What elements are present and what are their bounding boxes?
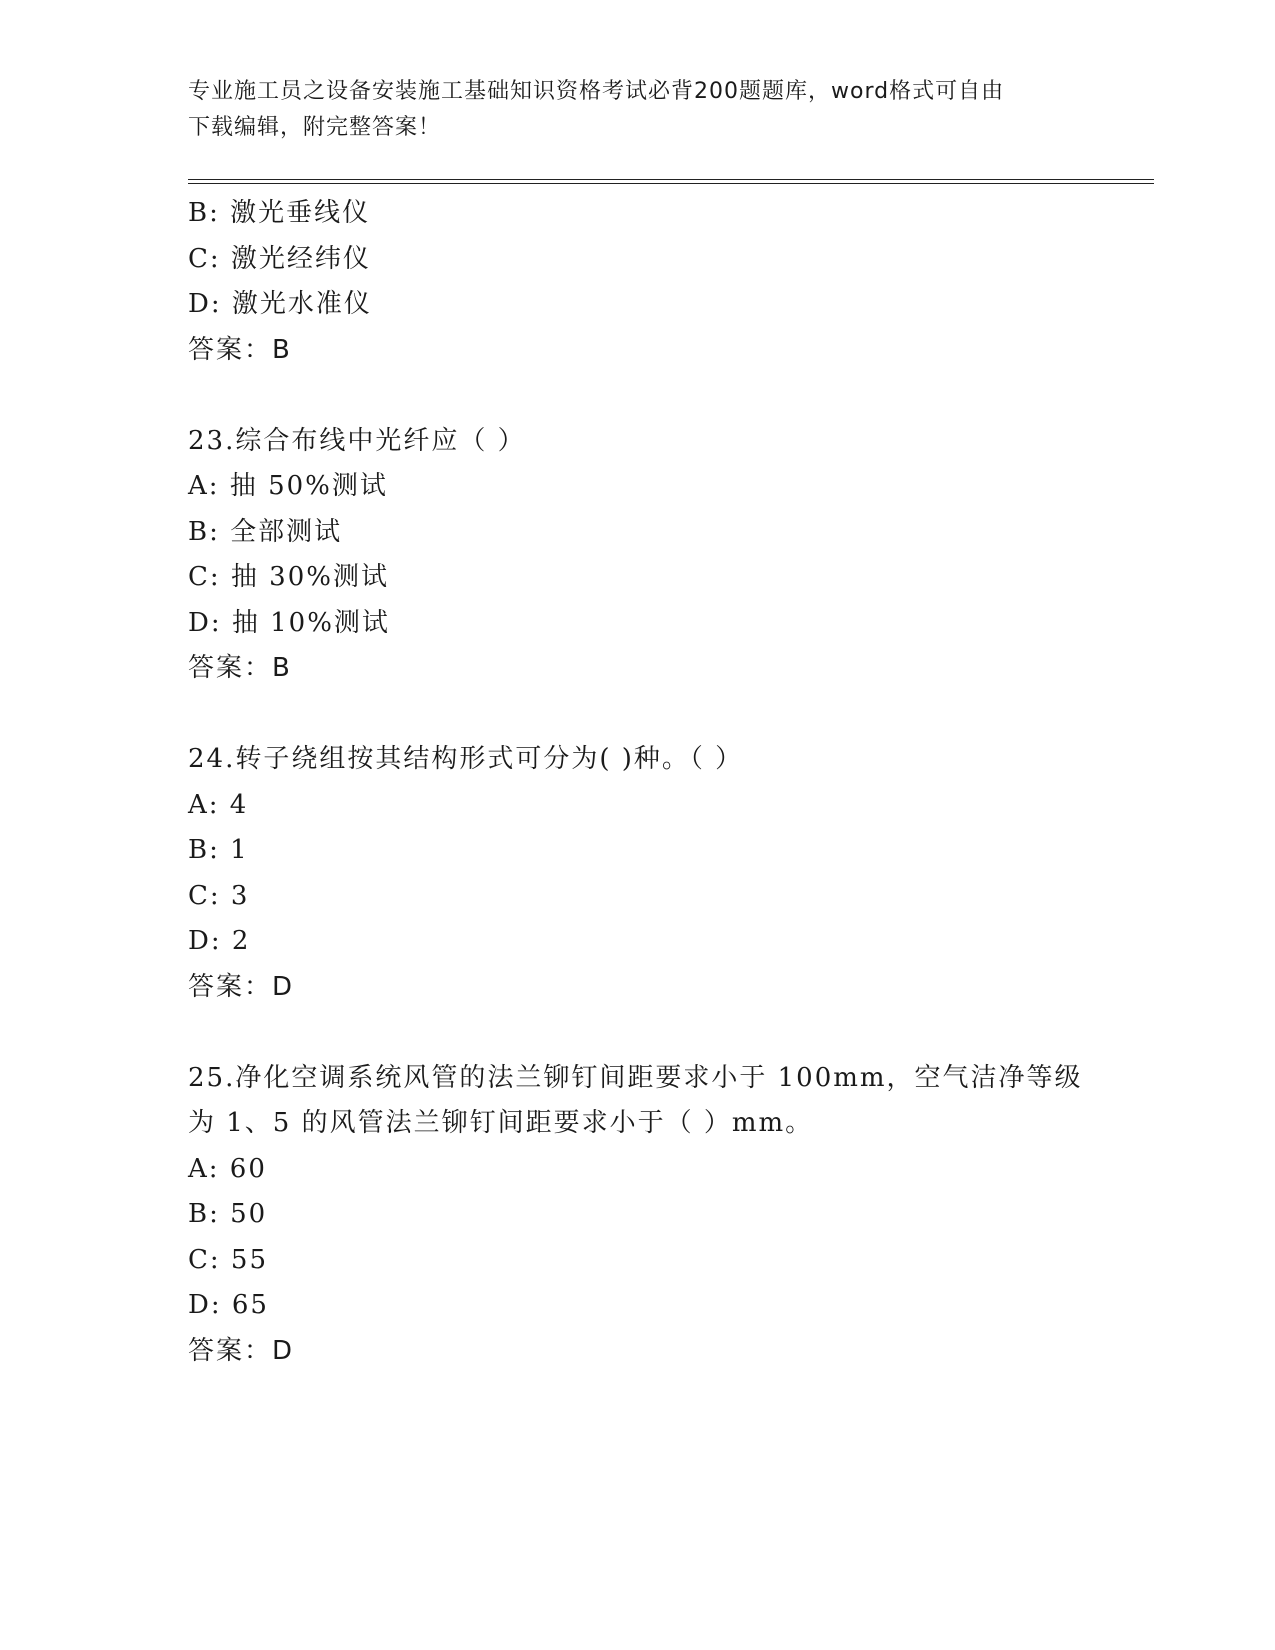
option-a: A: 60 xyxy=(188,1153,267,1184)
document-header xyxy=(188,74,1068,146)
header-divider-bottom xyxy=(188,183,1154,184)
option-c: C: 55 xyxy=(188,1244,269,1275)
answer-line: 答案：D xyxy=(188,1335,295,1366)
option-b: B: 1 xyxy=(188,835,249,865)
question-22-continued xyxy=(188,191,1088,373)
option-d: D: 激光水准仪 xyxy=(188,289,372,319)
option-d: D: 抽 10%测试 xyxy=(188,607,390,638)
header-line-1: 专业施工员之设备安装施工基础知识资格考试必背200题题库，word格式可自由 xyxy=(188,79,1005,104)
answer-line: 答案：D xyxy=(188,971,295,1002)
option-c: C: 3 xyxy=(188,880,250,911)
option-b: B: 激光垂线仪 xyxy=(188,198,371,228)
question-24 xyxy=(188,737,1088,1010)
question-stem-line-2: 为 1、5 的风管法兰铆钉间距要求小于（ ）mm。 xyxy=(188,1108,814,1138)
header-divider-top xyxy=(188,179,1154,180)
header-line-2: 下载编辑，附完整答案！ xyxy=(188,115,442,140)
option-d: D: 2 xyxy=(188,926,251,956)
question-23 xyxy=(188,419,1088,692)
question-stem-line-1: 25.净化空调系统风管的法兰铆钉间距要求小于 100mm，空气洁净等级 xyxy=(188,1062,1083,1093)
answer-line: 答案：B xyxy=(188,334,292,365)
question-list xyxy=(188,191,1088,1374)
option-d: D: 65 xyxy=(188,1290,269,1320)
answer-line: 答案：B xyxy=(188,653,292,683)
question-25 xyxy=(188,1056,1088,1375)
option-b: B: 50 xyxy=(188,1199,268,1229)
question-stem: 23.综合布线中光纤应（ ） xyxy=(188,425,526,456)
option-a: A: 4 xyxy=(188,789,249,820)
option-c: C: 抽 30%测试 xyxy=(188,562,389,592)
option-b: B: 全部测试 xyxy=(188,516,343,547)
option-a: A: 抽 50%测试 xyxy=(188,471,388,501)
option-c: C: 激光经纬仪 xyxy=(188,243,371,274)
question-stem: 24.转子绕组按其结构形式可分为( )种。（ ） xyxy=(188,744,744,774)
